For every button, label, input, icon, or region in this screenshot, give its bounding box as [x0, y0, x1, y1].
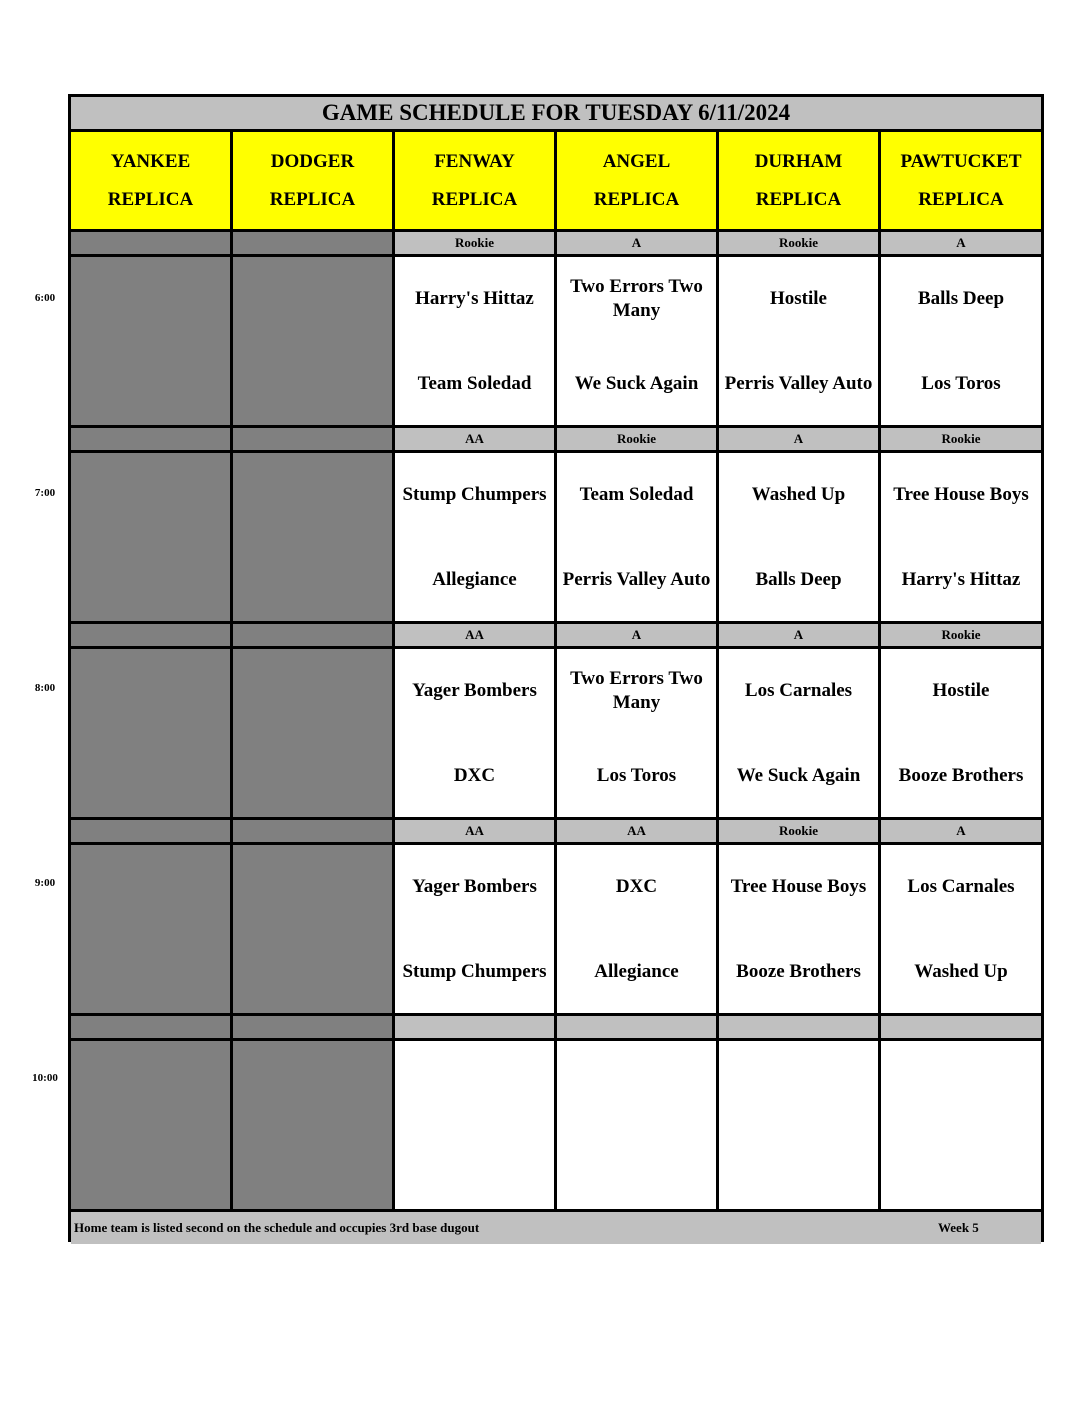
week-label: Week 5: [938, 1220, 979, 1235]
away-team: Los Carnales: [744, 680, 853, 701]
away-team: Hostile: [770, 288, 827, 309]
unused-band: [233, 624, 392, 646]
game-cell: [557, 453, 716, 621]
time-label: 9:00: [34, 877, 56, 889]
game-cell: [395, 257, 554, 425]
home-team: Balls Deep: [755, 569, 842, 590]
division-level: Rookie: [881, 624, 1041, 646]
schedule-title: GAME SCHEDULE FOR TUESDAY 6/11/2024: [71, 97, 1041, 129]
home-team: We Suck Again: [736, 765, 861, 786]
away-team: Yager Bombers: [412, 680, 537, 701]
game-cell: [881, 649, 1041, 817]
field-subtitle: REPLICA: [755, 188, 842, 210]
time-label: 10:00: [32, 1072, 58, 1084]
away-team: [557, 1053, 716, 1113]
division-level: Rookie: [719, 232, 878, 254]
home-team: Perris Valley Auto: [724, 373, 873, 394]
game-cell: [881, 845, 1041, 1013]
away-team: Team Soledad: [579, 484, 694, 505]
field-name: ANGEL: [602, 150, 671, 172]
away-team: [395, 1053, 554, 1113]
time-label: 6:00: [34, 292, 56, 304]
game-cell: [881, 453, 1041, 621]
field-subtitle: REPLICA: [431, 188, 518, 210]
home-team: Allegiance: [594, 961, 679, 982]
unused-band: [71, 428, 230, 450]
unused-band: [233, 820, 392, 842]
division-level: AA: [395, 820, 554, 842]
unused-field-cell: [71, 453, 230, 621]
game-cell: [719, 845, 878, 1013]
away-team: Yager Bombers: [412, 876, 537, 897]
home-team: Washed Up: [914, 961, 1008, 982]
field-header-angel: [557, 132, 716, 229]
away-team: Two Errors Two Many: [570, 276, 703, 321]
division-level: A: [881, 820, 1041, 842]
division-level: AA: [557, 820, 716, 842]
unused-field-cell: [71, 845, 230, 1013]
home-team: DXC: [453, 765, 496, 786]
unused-band: [71, 232, 230, 254]
field-name: YANKEE: [110, 150, 191, 172]
home-team: [557, 1138, 716, 1198]
game-cell: [557, 257, 716, 425]
division-level: [881, 1016, 1041, 1038]
division-level: AA: [395, 428, 554, 450]
schedule-footer: [71, 1212, 1041, 1244]
division-level: Rookie: [557, 428, 716, 450]
unused-band: [233, 232, 392, 254]
game-cell: [395, 649, 554, 817]
game-cell: [719, 649, 878, 817]
field-name: DURHAM: [754, 150, 843, 172]
away-team: Tree House Boys: [730, 876, 867, 897]
home-team: Los Toros: [596, 765, 677, 786]
division-level: A: [719, 428, 878, 450]
game-cell: [557, 1041, 716, 1209]
unused-band: [233, 428, 392, 450]
game-cell: [719, 1041, 878, 1209]
field-subtitle: REPLICA: [269, 188, 356, 210]
division-level: Rookie: [719, 820, 878, 842]
home-team: Allegiance: [432, 569, 517, 590]
home-team: Booze Brothers: [736, 961, 861, 982]
division-level: Rookie: [395, 232, 554, 254]
away-team: Two Errors Two Many: [570, 668, 703, 713]
home-team: Los Toros: [921, 373, 1001, 394]
unused-field-cell: [71, 1041, 230, 1209]
game-cell: [395, 453, 554, 621]
unused-field-cell: [233, 453, 392, 621]
game-cell: [395, 845, 554, 1013]
division-level: A: [881, 232, 1041, 254]
game-cell: [881, 1041, 1041, 1209]
home-team: We Suck Again: [574, 373, 699, 394]
away-team: Washed Up: [751, 484, 846, 505]
unused-band: [71, 820, 230, 842]
unused-field-cell: [233, 257, 392, 425]
division-level: [557, 1016, 716, 1038]
time-label: 8:00: [34, 682, 56, 694]
home-team: Team Soledad: [417, 373, 532, 394]
division-level: A: [557, 232, 716, 254]
field-name: FENWAY: [434, 150, 515, 172]
schedule-table: [68, 94, 1044, 1242]
away-team: Los Carnales: [907, 876, 1015, 897]
game-cell: [881, 257, 1041, 425]
unused-band: [71, 1016, 230, 1038]
away-team: [881, 1053, 1041, 1113]
home-team: Booze Brothers: [898, 765, 1024, 786]
away-team: Hostile: [932, 680, 990, 701]
unused-field-cell: [233, 1041, 392, 1209]
unused-field-cell: [233, 649, 392, 817]
time-label: 7:00: [34, 487, 56, 499]
home-team: [881, 1138, 1041, 1198]
away-team: [719, 1053, 878, 1113]
home-team: [395, 1138, 554, 1198]
field-subtitle: REPLICA: [918, 188, 1004, 210]
away-team: DXC: [615, 876, 658, 897]
field-header-yankee: [71, 132, 230, 229]
unused-band: [71, 624, 230, 646]
field-header-dodger: [233, 132, 392, 229]
division-level: A: [719, 624, 878, 646]
field-subtitle: REPLICA: [593, 188, 680, 210]
home-team-note: Home team is listed second on the schedule and occupies 3rd base dugout: [74, 1220, 480, 1235]
field-subtitle: REPLICA: [107, 188, 194, 210]
home-team: Harry's Hittaz: [901, 569, 1021, 590]
unused-field-cell: [233, 845, 392, 1013]
division-level: [395, 1016, 554, 1038]
field-header-fenway: [395, 132, 554, 229]
division-level: [719, 1016, 878, 1038]
game-cell: [719, 257, 878, 425]
game-cell: [719, 453, 878, 621]
field-header-pawtucket: [881, 132, 1041, 229]
division-level: AA: [395, 624, 554, 646]
unused-field-cell: [71, 649, 230, 817]
game-cell: [557, 649, 716, 817]
home-team: Stump Chumpers: [402, 961, 547, 982]
unused-band: [233, 1016, 392, 1038]
home-team: Perris Valley Auto: [562, 569, 711, 590]
away-team: Harry's Hittaz: [415, 288, 534, 309]
away-team: Stump Chumpers: [402, 484, 547, 505]
field-name: PAWTUCKET: [900, 150, 1022, 172]
home-team: [719, 1138, 878, 1198]
away-team: Balls Deep: [917, 288, 1005, 309]
game-cell: [557, 845, 716, 1013]
game-cell: [395, 1041, 554, 1209]
division-level: Rookie: [881, 428, 1041, 450]
field-name: DODGER: [270, 150, 355, 172]
division-level: A: [557, 624, 716, 646]
unused-field-cell: [71, 257, 230, 425]
field-header-durham: [719, 132, 878, 229]
away-team: Tree House Boys: [893, 484, 1029, 505]
